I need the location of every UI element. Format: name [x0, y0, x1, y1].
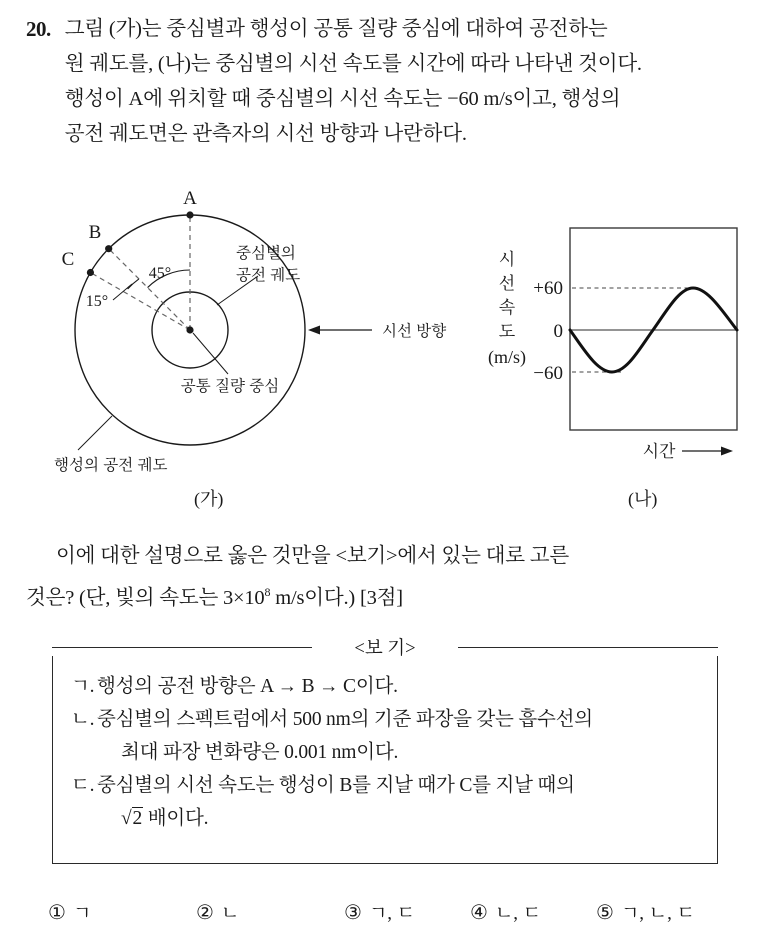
figure-a-caption: (가): [194, 489, 224, 509]
barycenter-label: 공통 질량 중심: [180, 378, 280, 395]
choice-3-marker: ③: [344, 902, 362, 924]
barycenter-leader: [193, 333, 228, 374]
chart-ylabel-char-3: 속: [498, 298, 516, 317]
question-number: 20.: [26, 17, 51, 41]
bogi-item-c: [53, 769, 717, 835]
choice-5-text: ㄱ, ㄴ, ㄷ: [620, 903, 695, 924]
bogi-item-b: [53, 703, 717, 769]
stem-line-2: 원 궤도를, (나)는 중심별의 시선 속도를 시간에 따라 나타낸 것이다.: [64, 53, 642, 75]
question-prompt: [26, 538, 742, 616]
point-c-label: C: [61, 249, 75, 270]
angle-label-15: 15°: [85, 293, 109, 310]
point-a-dot: [186, 211, 193, 218]
answer-choices: [48, 898, 748, 938]
chart-ylabel-char-4: 도: [498, 322, 516, 341]
choice-1[interactable]: [48, 898, 91, 929]
prompt-exponent: 8: [264, 585, 271, 599]
choice-2-marker: ②: [196, 902, 214, 924]
choice-5-marker: ⑤: [596, 902, 614, 924]
choice-3-text: ㄱ, ㄷ: [368, 903, 416, 924]
bogi-item-b-line-1: 중심별의 스펙트럼에서 500 nm의 기준 파장을 갖는 흡수선의: [97, 709, 593, 730]
stem-line-1: 그림 (가)는 중심별과 행성이 공통 질량 중심에 대하여 공전하는: [64, 18, 608, 40]
bogi-item-a: [53, 670, 717, 703]
point-a-label: A: [183, 188, 197, 209]
sqrt-sign: √: [121, 808, 132, 829]
sqrt-radicand: 2: [132, 808, 143, 829]
chart-ytick-plus60: +60: [533, 278, 563, 299]
bogi-item-a-line-1: 행성의 공전 방향은 A → B → C이다.: [97, 676, 398, 697]
bogi-rule-left: [52, 647, 312, 648]
bogi-item-c-line-2-suffix: 배이다.: [143, 808, 209, 829]
choice-1-text: ㄱ: [72, 903, 92, 924]
chart-xlabel: 시간: [642, 442, 676, 461]
chart-ylabel-char-2: 선: [498, 274, 516, 293]
chart-xaxis-arrow-head: [721, 447, 733, 456]
choice-4-text: ㄴ, ㄷ: [494, 903, 542, 924]
barycenter-dot: [186, 326, 193, 333]
figure-radial-velocity-chart: [450, 188, 760, 488]
stem-line-4: 공전 궤도면은 관측자의 시선 방향과 나란하다.: [64, 123, 467, 145]
prompt-line-2-post: m/s이다.) [3점]: [270, 586, 403, 609]
figure-orbit-diagram: [40, 188, 447, 488]
star-orbit-label-line2: 공전 궤도: [236, 267, 301, 284]
bogi-item-a-text: [97, 670, 717, 703]
planet-orbit-leader: [78, 416, 112, 450]
question-stem: [26, 12, 742, 152]
prompt-line-1: 이에 대한 설명으로 옳은 것만을 <보기>에서 있는 대로 고른: [56, 545, 569, 567]
bogi-item-b-line-2: 최대 파장 변화량은 0.001 nm이다.: [121, 742, 399, 763]
figure-area: [0, 188, 768, 518]
bogi-rule-right: [458, 647, 718, 648]
bogi-label: <보 기>: [346, 634, 423, 660]
bogi-item-c-line-2: [97, 802, 717, 835]
bogi-item-c-mark: ㄷ.: [71, 775, 95, 796]
choice-2-text: ㄴ: [220, 903, 240, 924]
bogi-header: [52, 638, 718, 659]
bogi-item-a-mark: ㄱ.: [71, 676, 95, 697]
question-text: [65, 12, 742, 152]
angle-label-45: 45°: [148, 265, 172, 282]
choice-3[interactable]: [344, 898, 415, 929]
line-of-sight-label: 시선 방향: [382, 323, 447, 340]
star-orbit-label-line1: 중심별의: [236, 245, 296, 262]
stem-line-3: 행성이 A에 위치할 때 중심별의 시선 속도는 −60 m/s이고, 행성의: [64, 88, 621, 110]
bogi-item-b-mark: ㄴ.: [71, 709, 95, 730]
bogi-item-c-line-1: 중심별의 시선 속도는 행성이 B를 지날 때가 C를 지날 때의: [97, 775, 575, 796]
choice-1-marker: ①: [48, 902, 66, 924]
prompt-line-2: [26, 574, 742, 616]
chart-ylabel-char-1: 시: [498, 250, 516, 269]
chart-ylabel-unit: (m/s): [488, 347, 526, 367]
radial-velocity-svg: [450, 188, 760, 488]
radius-to-b: [109, 249, 190, 330]
line-of-sight-arrow-head: [308, 326, 320, 335]
sqrt-expression: [121, 807, 143, 829]
figure-b-caption: (나): [628, 489, 658, 509]
choice-4-marker: ④: [470, 902, 488, 924]
bogi-item-b-text: [97, 703, 717, 769]
choice-5[interactable]: [596, 898, 695, 929]
angle-15-leader: [113, 284, 132, 300]
choice-2[interactable]: [196, 898, 239, 929]
point-c-dot: [87, 269, 94, 276]
orbit-diagram-svg: [40, 188, 447, 488]
prompt-line-2-pre: 것은? (단, 빛의 속도는 3×10: [26, 586, 265, 609]
chart-ytick-zero: 0: [553, 321, 563, 342]
bogi-box: [52, 656, 718, 864]
point-b-dot: [105, 245, 112, 252]
chart-ytick-minus60: −60: [533, 363, 563, 384]
planet-orbit-label: 행성의 공전 궤도: [54, 457, 168, 474]
bogi-item-c-text: [97, 769, 717, 835]
point-b-label: B: [88, 222, 102, 243]
choice-4[interactable]: [470, 898, 541, 929]
bogi-section: [52, 638, 718, 864]
angle-arc-15: [128, 279, 139, 289]
